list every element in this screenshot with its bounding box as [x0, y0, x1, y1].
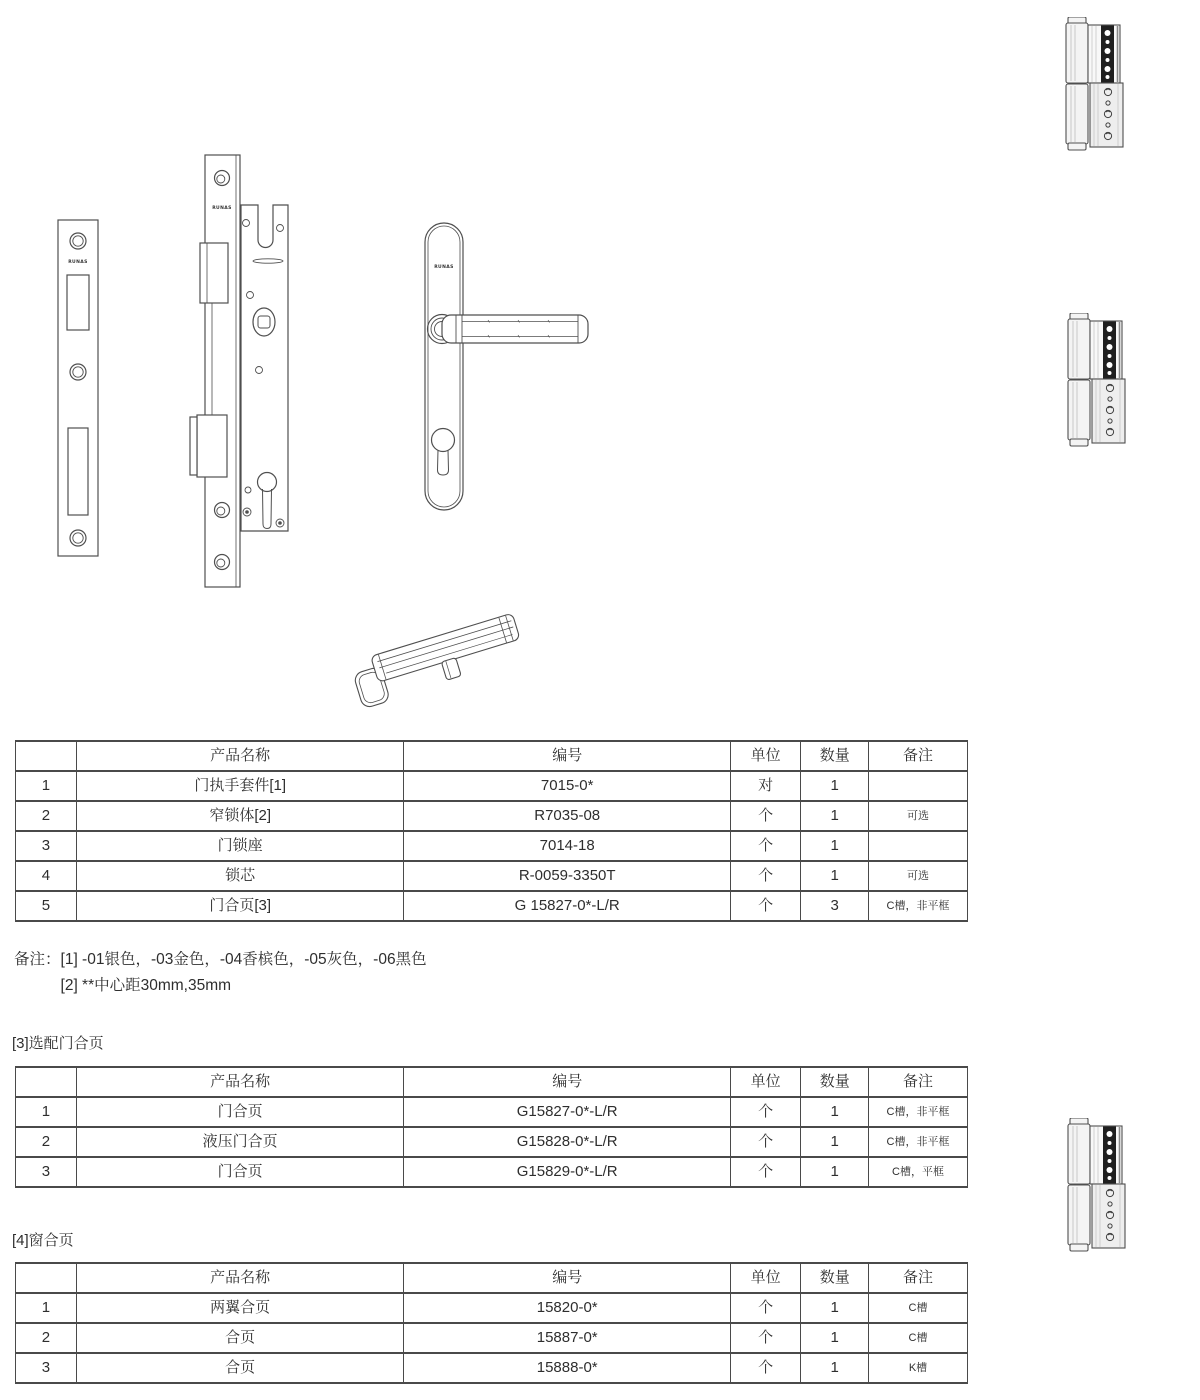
table-cell: 门合页: [76, 1157, 404, 1187]
strike-plate-drawing: [55, 218, 101, 560]
column-header: 编号: [404, 741, 731, 771]
header-row: [16, 1067, 968, 1097]
column-header: 备注: [868, 1067, 967, 1097]
table-cell: 1: [801, 1157, 869, 1187]
column-header: 产品名称: [76, 741, 404, 771]
table-cell: 合页: [76, 1323, 404, 1353]
section-title-door-hinges: [3]选配门合页: [12, 1035, 104, 1052]
column-header: 产品名称: [76, 1263, 404, 1293]
table-cell: 1: [801, 1323, 869, 1353]
table-cell: 1: [801, 1293, 869, 1323]
table-cell: 1: [801, 831, 869, 861]
handle-drawing: [420, 212, 620, 542]
table-cell: 门合页: [76, 1097, 404, 1127]
table-cell: C槽，非平框: [868, 891, 967, 921]
hinge-drawing-middle: [1066, 313, 1126, 447]
table-cell: 窄锁体[2]: [76, 801, 404, 831]
column-header: 数量: [801, 1263, 869, 1293]
brand-logo: RUNAS: [68, 260, 88, 265]
header-row: [16, 741, 968, 771]
notes-label: 备注：: [14, 951, 61, 968]
table-cell: 1: [801, 1127, 869, 1157]
table-cell: 1: [16, 1293, 77, 1323]
table-cell: 个: [730, 891, 800, 921]
table-cell: 门合页[3]: [76, 891, 404, 921]
table-cell: 3: [16, 1353, 77, 1383]
table-row: [16, 1157, 968, 1187]
column-header: 单位: [730, 1263, 800, 1293]
table-cell: 对: [730, 771, 800, 801]
table-row: [16, 861, 968, 891]
table-row: [16, 1353, 968, 1383]
table-row: [16, 1097, 968, 1127]
table-cell: 可选: [868, 801, 967, 831]
cylinder-drawing: [352, 585, 537, 720]
table-cell: G15829-0*-L/R: [404, 1157, 731, 1187]
table-cell: 4: [16, 861, 77, 891]
column-header: 产品名称: [76, 1067, 404, 1097]
table-cell: [868, 831, 967, 861]
table-cell: 7015-0*: [404, 771, 731, 801]
table-cell: 个: [730, 861, 800, 891]
spec-table: [15, 1262, 968, 1384]
table-cell: C槽，平框: [868, 1157, 967, 1187]
table-cell: 3: [16, 831, 77, 861]
table-cell: 液压门合页: [76, 1127, 404, 1157]
table-row: [16, 831, 968, 861]
column-header: 编号: [404, 1263, 731, 1293]
section-title-window-hinges: [4]窗合页: [12, 1232, 74, 1249]
table-cell: 15820-0*: [404, 1293, 731, 1323]
column-header: 数量: [801, 1067, 869, 1097]
table-cell: 个: [730, 831, 800, 861]
table-cell: 1: [16, 1097, 77, 1127]
table-cell: 1: [801, 801, 869, 831]
column-header: [16, 1263, 77, 1293]
table-cell: 锁芯: [76, 861, 404, 891]
table-cell: 3: [16, 1157, 77, 1187]
table-cell: [868, 771, 967, 801]
table-cell: 合页: [76, 1353, 404, 1383]
column-header: 数量: [801, 741, 869, 771]
table-cell: C槽: [868, 1323, 967, 1353]
table-cell: 1: [801, 1097, 869, 1127]
table-row: [16, 891, 968, 921]
table-cell: 两翼合页: [76, 1293, 404, 1323]
brand-logo: RUNAS: [434, 265, 454, 270]
table-row: [16, 771, 968, 801]
table-cell: 2: [16, 1323, 77, 1353]
column-header: [16, 741, 77, 771]
table-cell: G 15827-0*-L/R: [404, 891, 731, 921]
table-row: [16, 801, 968, 831]
spec-table: [15, 740, 968, 922]
table-cell: 1: [801, 1353, 869, 1383]
table-cell: 3: [801, 891, 869, 921]
header-row: [16, 1263, 968, 1293]
table-cell: 15888-0*: [404, 1353, 731, 1383]
table-cell: 个: [730, 1127, 800, 1157]
brand-logo: RUNAS: [212, 206, 232, 211]
table-cell: 1: [801, 861, 869, 891]
column-header: 备注: [868, 1263, 967, 1293]
hinge-drawing-bottom: [1066, 1118, 1126, 1252]
table-row: [16, 1127, 968, 1157]
table-cell: 个: [730, 1353, 800, 1383]
note-line-1: [1] -01银色，-03金色，-04香槟色，-05灰色，-06黑色: [60, 951, 427, 968]
column-header: 编号: [404, 1067, 731, 1097]
spec-table: [15, 1066, 968, 1188]
notes-block: [14, 947, 427, 999]
table-row: [16, 1293, 968, 1323]
mortise-lock-drawing: [185, 150, 295, 595]
note-line-2: [2] **中心距30mm,35mm: [60, 977, 232, 994]
window-hinge-table: [15, 1262, 968, 1384]
table-cell: 门执手套件[1]: [76, 771, 404, 801]
table-cell: R-0059-3350T: [404, 861, 731, 891]
table-cell: 15887-0*: [404, 1323, 731, 1353]
table-cell: 2: [16, 1127, 77, 1157]
table-cell: 1: [801, 771, 869, 801]
table-cell: G15828-0*-L/R: [404, 1127, 731, 1157]
column-header: 单位: [730, 741, 800, 771]
table-cell: 个: [730, 1097, 800, 1127]
table-cell: 门锁座: [76, 831, 404, 861]
door-hinge-options-table: [15, 1066, 968, 1188]
table-cell: 个: [730, 1157, 800, 1187]
table-cell: R7035-08: [404, 801, 731, 831]
column-header: 备注: [868, 741, 967, 771]
table-row: [16, 1323, 968, 1353]
table-cell: 个: [730, 1323, 800, 1353]
table-cell: C槽，非平框: [868, 1127, 967, 1157]
table-cell: 7014-18: [404, 831, 731, 861]
table-cell: 个: [730, 801, 800, 831]
table-cell: C槽: [868, 1293, 967, 1323]
table-cell: K槽: [868, 1353, 967, 1383]
table-cell: 5: [16, 891, 77, 921]
table-cell: 2: [16, 801, 77, 831]
table-cell: G15827-0*-L/R: [404, 1097, 731, 1127]
bom-table: [15, 740, 968, 922]
column-header: [16, 1067, 77, 1097]
table-cell: 个: [730, 1293, 800, 1323]
table-cell: 1: [16, 771, 77, 801]
column-header: 单位: [730, 1067, 800, 1097]
table-cell: C槽，非平框: [868, 1097, 967, 1127]
table-cell: 可选: [868, 861, 967, 891]
hinge-drawing-top: [1064, 17, 1124, 151]
